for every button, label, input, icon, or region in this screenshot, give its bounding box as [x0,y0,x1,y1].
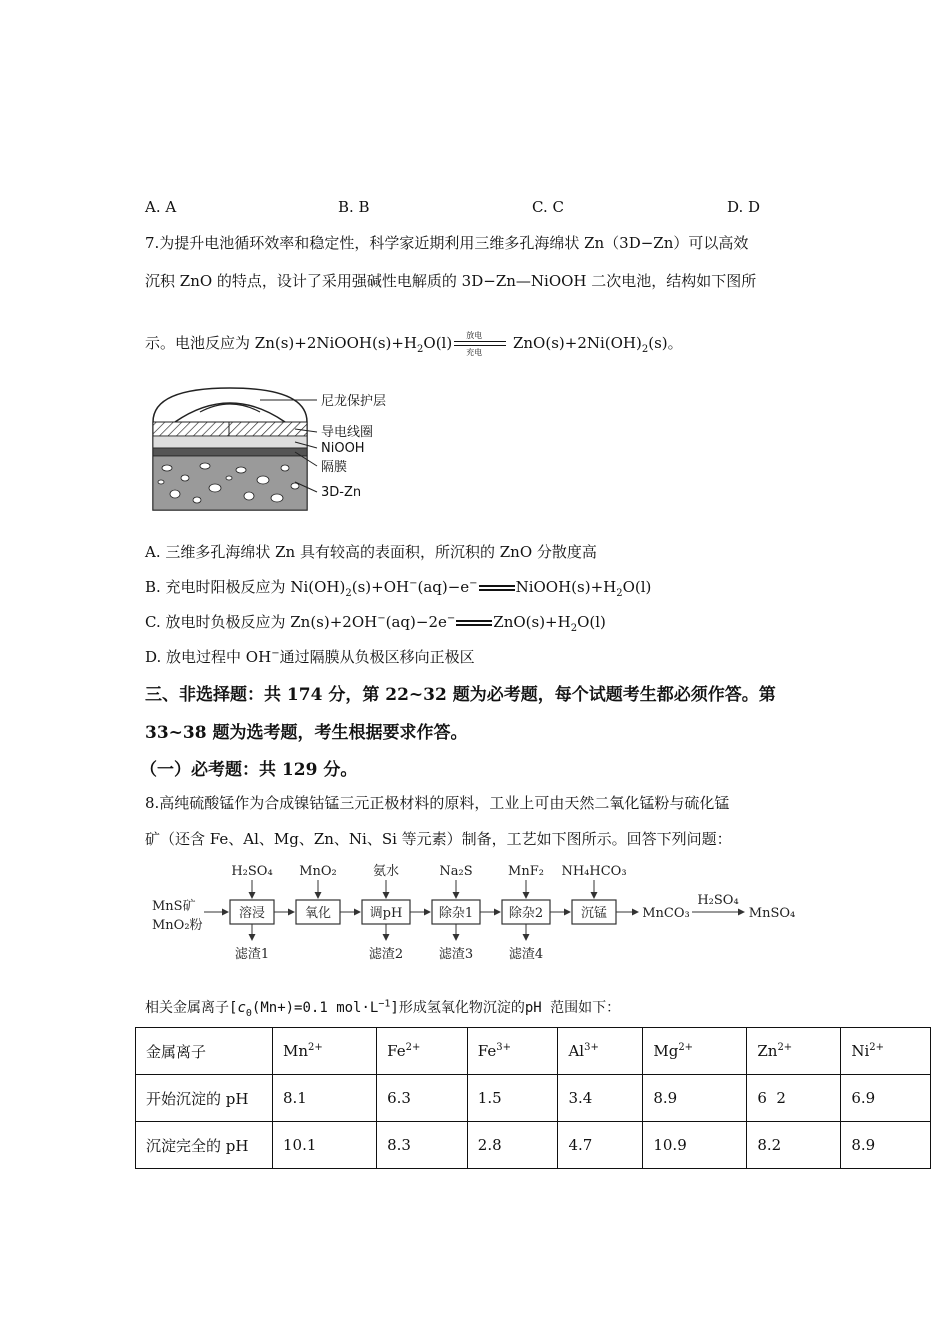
option-c: C. C [532,198,564,216]
step-adjust-ph: 调pH [369,906,403,921]
table-row [136,1075,931,1122]
table-cell: 8.2 [747,1122,841,1169]
table-cell: 10.1 [273,1122,377,1169]
option-d: D. D [727,198,761,216]
product-mnso4: MnSO₄ [748,906,796,921]
option-a: A. A [145,198,177,216]
table-header-row [136,1028,931,1075]
battery-structure-diagram [145,382,405,522]
header-label: 金属离子 [136,1028,273,1075]
reagent-h2so4: H₂SO₄ [231,864,273,879]
step-mn-precipitation: 沉锰 [580,906,608,921]
option-b: B. B [338,198,370,216]
residue-4: 滤渣4 [508,947,544,962]
q7-option-d: D. 放电过程中 OH−通过隔膜从负极区移向正极区 [145,648,475,666]
q8-line-2: 矿（还含 Fe、Al、Mg、Zn、Ni、Si 等元素）制备，工艺如下图所示。回答下列问题： [145,830,732,848]
ion-zn2: $Zn^{2+}$ [747,1028,841,1075]
step-oxidation: 氧化 [304,906,332,921]
ion-mn2: $Mn^{2+}$ [273,1028,377,1075]
reagent-na2s: Na₂S [439,864,473,879]
final-reagent-h2so4: H₂SO₄ [697,893,739,908]
table-caption: 相关金属离子[$c_0(Mn+)=0.1$ $mol\cdot L^{-1}$]形成氢氧化物沉淀的pH 范围如下： [145,998,621,1019]
ion-ni2: $Ni^{2+}$ [841,1028,931,1075]
table-cell: 6.3 [377,1075,468,1122]
reversible-arrow: 放电 充电 [452,334,508,354]
table-cell: 4.7 [558,1122,643,1169]
residue-3: 滤渣3 [438,947,474,962]
q7-line-3: 示。电池反应为 $Zn(s)+2NiOOH(s)+H_2O(l)$ 放电 充电 $ZnO(s)+2Ni(OH)_2(s)$。 [145,331,683,357]
section-3-subheading: （一）必考题：共 129 分。 [140,760,358,780]
q7-option-c: C. 放电时负极反应为 Zn(s)+2OH−(aq)−2e− $ZnO(s)+H_2O(l)$ [145,613,606,634]
table-cell: 3.4 [558,1075,643,1122]
table-cell: 2.8 [467,1122,558,1169]
table-cell: 8.9 [643,1075,747,1122]
reagent-ammonia: 氨水 [372,864,400,879]
section-3-line-2: 33~38 题为选考题，考生根据要求作答。 [145,723,468,743]
section-3-line-1: 三、非选择题：共 174 分，第 22~32 题为必考题，每个试题考生都必须作答。第 [145,685,776,705]
input-mno2-powder: MnO₂粉 [152,918,203,933]
ion-fe3: $Fe^{3+}$ [467,1028,558,1075]
q8-line-1: 8.高纯硫酸锰作为合成镍钴锰三元正极材料的原料，工业上可由天然二氧化锰粉与硫化锰 [145,794,730,812]
ion-fe2: $Fe^{2+}$ [377,1028,468,1075]
ph-range-table [135,1027,931,1169]
label-conductive-coil: 导电线圈 [321,425,374,440]
ion-mg2: $Mg^{2+}$ [643,1028,747,1075]
q7-option-b: B. 充电时阳极反应为 $Ni(OH)_2(s)+OH^-(aq)-e^-$ $NiOOH(s)+H_2O(l)$ [145,578,652,599]
table-cell: 8.3 [377,1122,468,1169]
residue-2: 滤渣2 [368,947,404,962]
table-cell: 8.1 [273,1075,377,1122]
q7-line-1: 7.为提升电池循环效率和稳定性，科学家近期利用三维多孔海绵状 Zn（3D−Zn）可以高效 [145,234,749,252]
input-mns-ore: MnS矿 [152,899,196,914]
table-row [136,1122,931,1169]
reagent-nh4hco3: NH₄HCO₃ [561,864,627,879]
table-cell: 6.9 [841,1075,931,1122]
q7-line-2: 沉积 ZnO 的特点，设计了采用强碱性电解质的 3D−Zn—NiOOH 二次电池，结构如下图所 [145,272,757,290]
label-niooh: NiOOH [321,441,365,456]
product-mnco3: MnCO₃ [642,906,690,921]
reagent-mno2: MnO₂ [299,864,337,879]
table-cell: 10.9 [643,1122,747,1169]
table-cell: 1.5 [467,1075,558,1122]
label-separator: 隔膜 [321,460,348,475]
table-cell: 6 2 [747,1075,841,1122]
step-impurity-removal-1: 除杂1 [438,906,474,921]
label-3d-zn: 3D-Zn [321,485,362,500]
row-label: 沉淀完全的 pH [136,1122,273,1169]
q7-option-a: A. 三维多孔海绵状 Zn 具有较高的表面积，所沉积的 ZnO 分散度高 [145,543,597,561]
step-leaching: 溶浸 [238,906,266,921]
residue-1: 滤渣1 [234,947,270,962]
reagent-mnf2: MnF₂ [508,864,544,879]
process-flow-diagram [148,858,808,968]
ion-al3: $Al^{3+}$ [558,1028,643,1075]
row-label: 开始沉淀的 pH [136,1075,273,1122]
label-nylon-layer: 尼龙保护层 [321,394,387,409]
step-impurity-removal-2: 除杂2 [508,906,544,921]
table-cell: 8.9 [841,1122,931,1169]
